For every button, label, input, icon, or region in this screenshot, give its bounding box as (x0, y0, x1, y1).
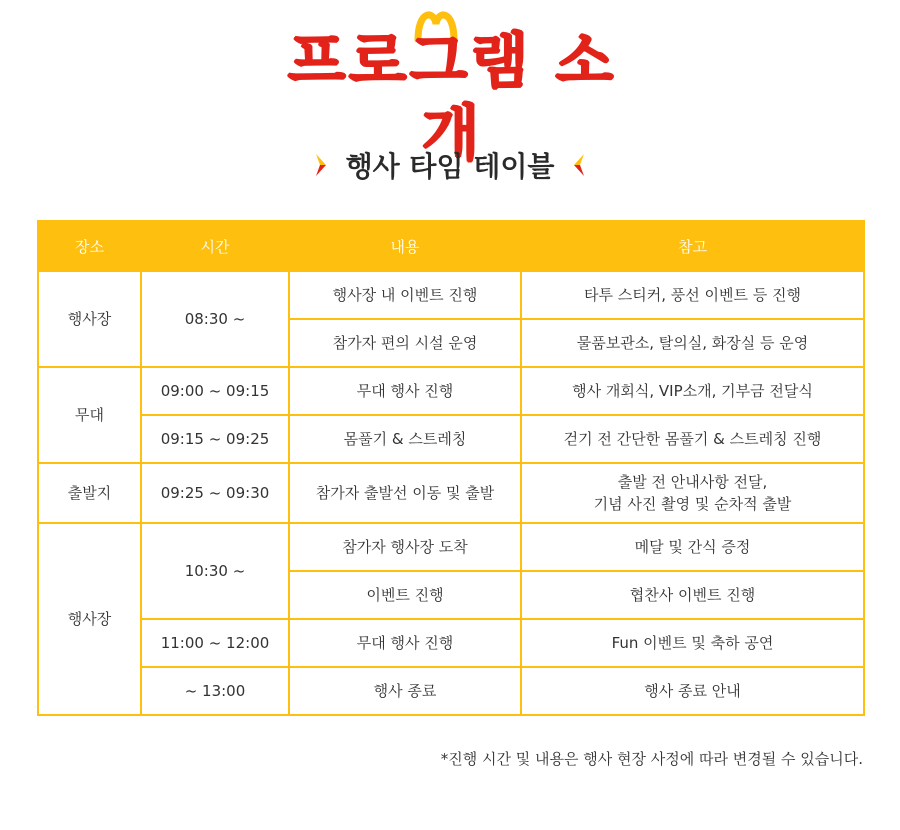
table-row (38, 667, 864, 715)
time-cell: 10:30 ~ (141, 523, 289, 619)
section-header (0, 140, 900, 190)
content-cell: 무대 행사 진행 (289, 619, 521, 667)
note-cell: 걷기 전 간단한 몸풀기 & 스트레칭 진행 (521, 415, 864, 463)
content-cell: 몸풀기 & 스트레칭 (289, 415, 521, 463)
time-cell: 09:25 ~ 09:30 (141, 463, 289, 523)
place-cell: 출발지 (38, 463, 141, 523)
content-cell: 참가자 출발선 이동 및 출발 (289, 463, 521, 523)
program-intro-title: 프로그램 소개 (287, 27, 617, 169)
chevron-left-icon (568, 152, 586, 178)
time-cell: 09:15 ~ 09:25 (141, 415, 289, 463)
time-cell: 08:30 ~ (141, 271, 289, 367)
table-row (38, 415, 864, 463)
content-cell: 행사장 내 이벤트 진행 (289, 271, 521, 319)
table-row (38, 619, 864, 667)
content-cell: 참가자 행사장 도착 (289, 523, 521, 571)
note-line: 출발 전 안내사항 전달, (617, 473, 768, 491)
content-cell: 무대 행사 진행 (289, 367, 521, 415)
note-cell: 행사 개회식, VIP소개, 기부금 전달식 (521, 367, 864, 415)
table-row (38, 271, 864, 319)
header-time: 시간 (141, 221, 289, 271)
content-cell: 행사 종료 (289, 667, 521, 715)
timetable (37, 220, 865, 716)
note-cell: 협찬사 이벤트 진행 (521, 571, 864, 619)
note-cell: 물품보관소, 탈의실, 화장실 등 운영 (521, 319, 864, 367)
note-cell: 타투 스티커, 풍선 이벤트 등 진행 (521, 271, 864, 319)
note-cell: 행사 종료 안내 (521, 667, 864, 715)
table-row (38, 463, 864, 523)
content-cell: 참가자 편의 시설 운영 (289, 319, 521, 367)
table-row (38, 523, 864, 571)
table-row (38, 367, 864, 415)
content-cell: 이벤트 진행 (289, 571, 521, 619)
place-cell: 무대 (38, 367, 141, 463)
note-cell: 메달 및 간식 증정 (521, 523, 864, 571)
footnote: *진행 시간 및 내용은 행사 현장 사정에 따라 변경될 수 있습니다. (440, 750, 863, 768)
time-cell: ~ 13:00 (141, 667, 289, 715)
note-line: 기념 사진 촬영 및 순차적 출발 (593, 495, 792, 513)
time-cell: 09:00 ~ 09:15 (141, 367, 289, 415)
place-cell: 행사장 (38, 271, 141, 367)
header-place: 장소 (38, 221, 141, 271)
place-cell: 행사장 (38, 523, 141, 715)
section-title: 행사 타임 테이블 (345, 150, 555, 183)
header-content: 내용 (289, 221, 521, 271)
table-header-row (38, 221, 864, 271)
chevron-right-icon (314, 152, 332, 178)
note-cell: Fun 이벤트 및 축하 공연 (521, 619, 864, 667)
header-note: 참고 (521, 221, 864, 271)
note-cell (521, 463, 864, 523)
time-cell: 11:00 ~ 12:00 (141, 619, 289, 667)
